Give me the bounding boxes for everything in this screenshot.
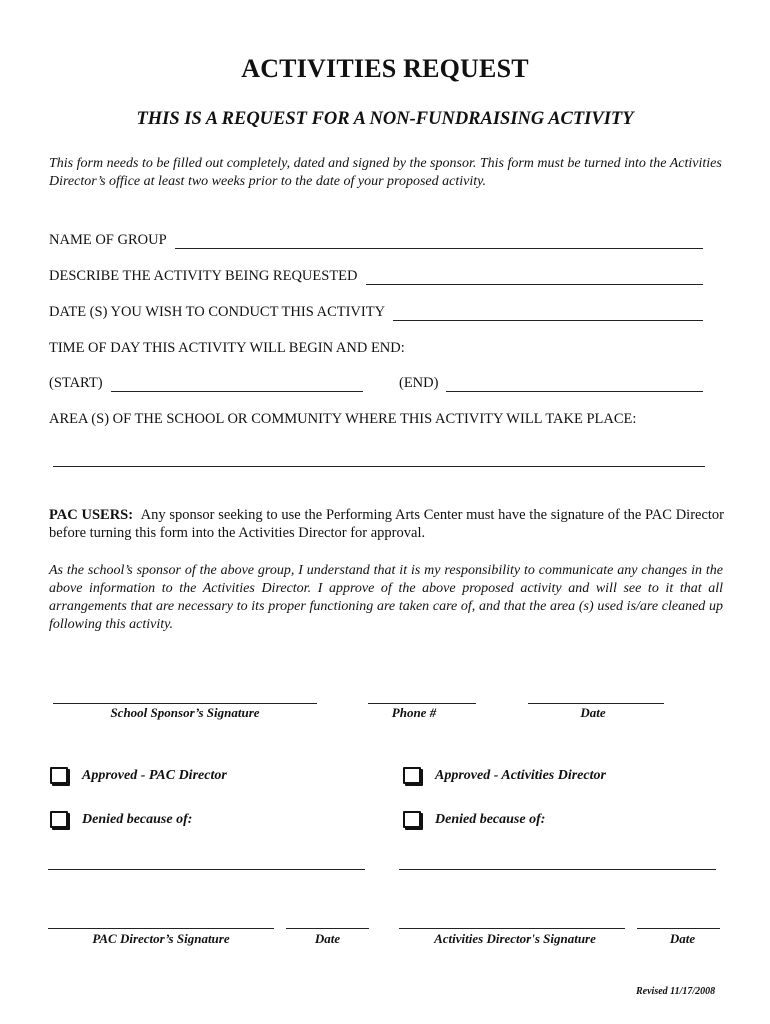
end-time-field[interactable] [399, 375, 703, 392]
time-of-day-label: TIME OF DAY THIS ACTIVITY WILL BEGIN AND END: [49, 340, 405, 356]
checkbox-icon[interactable] [403, 811, 421, 828]
sponsor-signature-label: School Sponsor’s Signature [110, 705, 260, 720]
approved-activities-option[interactable] [403, 767, 606, 784]
page-subtitle: THIS IS A REQUEST FOR A NON-FUNDRAISING ACTIVITY [136, 109, 634, 129]
denied-pac-label: Denied because of: [82, 811, 193, 827]
denied-pac-option[interactable] [50, 811, 192, 828]
activity-area-line[interactable] [53, 466, 705, 467]
pac-date-label: Date [314, 931, 341, 946]
pac-director-signature-label: PAC Director’s Signature [92, 931, 230, 946]
sponsor-signature-line[interactable] [53, 703, 317, 704]
phone-line[interactable] [368, 703, 476, 704]
group-name-label: NAME OF GROUP [49, 232, 167, 248]
activity-dates-field[interactable] [49, 304, 703, 321]
approved-pac-option[interactable] [50, 767, 227, 784]
activities-denial-reason-line[interactable] [399, 869, 716, 870]
activity-description-line[interactable] [366, 272, 703, 285]
pac-users-text: Any sponsor seeking to use the Performing Arts Center must have the signature of the PAC Director before turning this form into the Activities Director for approval. [49, 507, 725, 541]
pac-users-heading: PAC USERS: [49, 507, 134, 523]
activities-date-label: Date [669, 931, 696, 946]
activity-dates-line[interactable] [393, 308, 703, 321]
activities-date-line[interactable] [637, 928, 720, 929]
sponsor-date-label: Date [580, 705, 606, 720]
pac-director-signature-line[interactable] [48, 928, 274, 929]
sponsor-statement: As the school’s sponsor of the above group, I understand that it is my responsibility to communicate any changes in the above information to the Activities Director. I approve of the above proposed activity and will see to it that all arrangements that are necessary to its proper functioning are taken care of, and that the area (s) used is/are cleaned up following this activity. [49, 563, 723, 632]
checkbox-icon[interactable] [403, 767, 421, 784]
approved-pac-label: Approved - PAC Director [82, 767, 227, 783]
activity-description-label: DESCRIBE THE ACTIVITY BEING REQUESTED [49, 268, 358, 284]
intro-instructions: This form needs to be filled out completely, dated and signed by the sponsor. This form must be turned into the Activities Director’s office at least two weeks prior to the date of your proposed activity. [49, 156, 722, 189]
denied-activities-option[interactable] [403, 811, 545, 828]
checkbox-icon[interactable] [50, 767, 68, 784]
phone-label: Phone # [391, 705, 437, 720]
start-time-line[interactable] [111, 379, 363, 392]
activities-director-signature-line[interactable] [399, 928, 625, 929]
group-name-line[interactable] [175, 236, 703, 249]
approved-activities-label: Approved - Activities Director [435, 767, 606, 783]
activity-area-label: AREA (S) OF THE SCHOOL OR COMMUNITY WHERE THIS ACTIVITY WILL TAKE PLACE: [49, 411, 637, 427]
activity-dates-label: DATE (S) YOU WISH TO CONDUCT THIS ACTIVITY [49, 304, 386, 320]
pac-denial-reason-line[interactable] [48, 869, 365, 870]
revision-date: Revised 11/17/2008 [636, 986, 716, 997]
end-time-line[interactable] [446, 379, 703, 392]
start-time-field[interactable] [49, 375, 363, 392]
group-name-field[interactable] [49, 232, 703, 249]
start-time-label: (START) [49, 375, 103, 391]
pac-users-notice [49, 506, 724, 542]
checkbox-icon[interactable] [50, 811, 68, 828]
pac-date-line[interactable] [286, 928, 369, 929]
sponsor-date-line[interactable] [528, 703, 664, 704]
page-title: ACTIVITIES REQUEST [241, 54, 529, 83]
activity-description-field[interactable] [49, 268, 703, 285]
end-time-label: (END) [399, 375, 439, 391]
denied-activities-label: Denied because of: [435, 811, 546, 827]
activities-director-signature-label: Activities Director's Signature [434, 931, 596, 946]
